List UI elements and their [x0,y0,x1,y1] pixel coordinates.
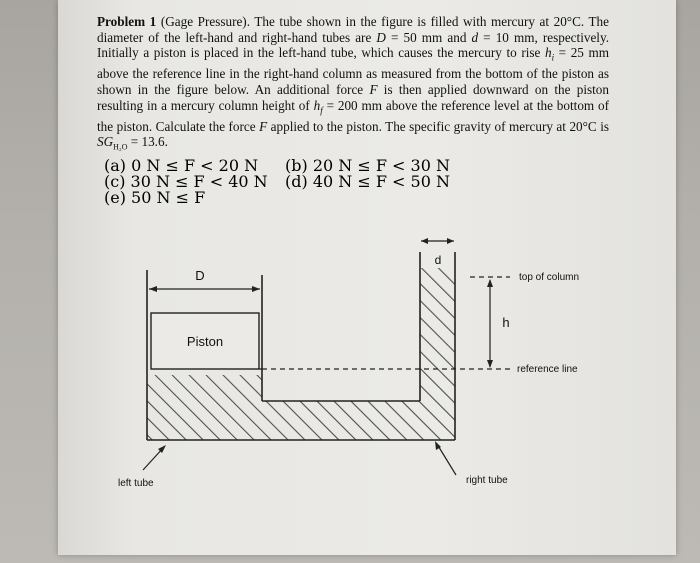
arrowhead-icon [421,238,428,244]
var-F: F [369,82,378,98]
problem-text: is then applied downward on the piston resulting in a mercury column height of [97,82,609,113]
problem-text: applied to the piston. The specific gravity of mercury at 20°C is [267,118,609,134]
option-a: (a) 0 N ≤ F < 20 N [104,156,259,175]
arrowhead-icon [487,360,493,368]
option-e: (e) 50 N ≤ F [104,188,206,207]
var-SG: SG [97,134,114,150]
var-D: D [376,29,386,45]
right-tube-label: right tube [466,475,508,486]
arrowhead-icon [252,286,260,292]
option-b: (b) 20 N ≤ F < 30 N [285,156,450,175]
left-tube-label: left tube [118,478,154,489]
problem-subtitle: (Gage Pressure). [160,14,250,29]
option-c: (c) 30 N ≤ F < 40 N [104,172,268,191]
right-tube-pointer [437,444,456,475]
problem-text: = 50 mm and [385,29,472,45]
problem-text: = 13.6. [127,134,168,150]
piston-label: Piston [186,334,224,349]
problem-text: = 10 mm, respectively. Initially a piston is placed in the left-hand tube, which causes the mercury to rise [97,29,609,61]
problem-text: The tube shown in the figure is filled with mercury at 20°C. The diameter of the left-hand and right-hand tubes are [97,14,609,45]
var-d: d [471,29,479,45]
h-label: h [502,315,510,330]
problem-text: = 200 mm above the reference level at the bottom of the piston. Calculate the force [97,97,610,134]
sub-h2o: H₂O [113,143,128,153]
dimension-D-label: D [195,268,205,283]
problem-heading: Problem 1 [97,14,157,29]
option-d: (d) 40 N ≤ F < 50 N [285,172,450,191]
sub-i: i [551,52,555,63]
sub-f: f [320,105,323,116]
arrowhead-icon [149,286,157,292]
var-F: F [259,118,268,134]
var-h: h [544,45,552,61]
arrowhead-icon [487,279,493,287]
problem-text: = 25 mm above the reference line in the right-hand column as measured from the bottom of the piston as shown in the figure below. An additional force [97,45,610,98]
dimension-d-label: d [434,253,442,267]
top-of-column-label: top of column [519,272,580,283]
arrowhead-icon [447,238,454,244]
reference-line-label: reference line [517,364,578,375]
var-h: h [313,97,321,113]
